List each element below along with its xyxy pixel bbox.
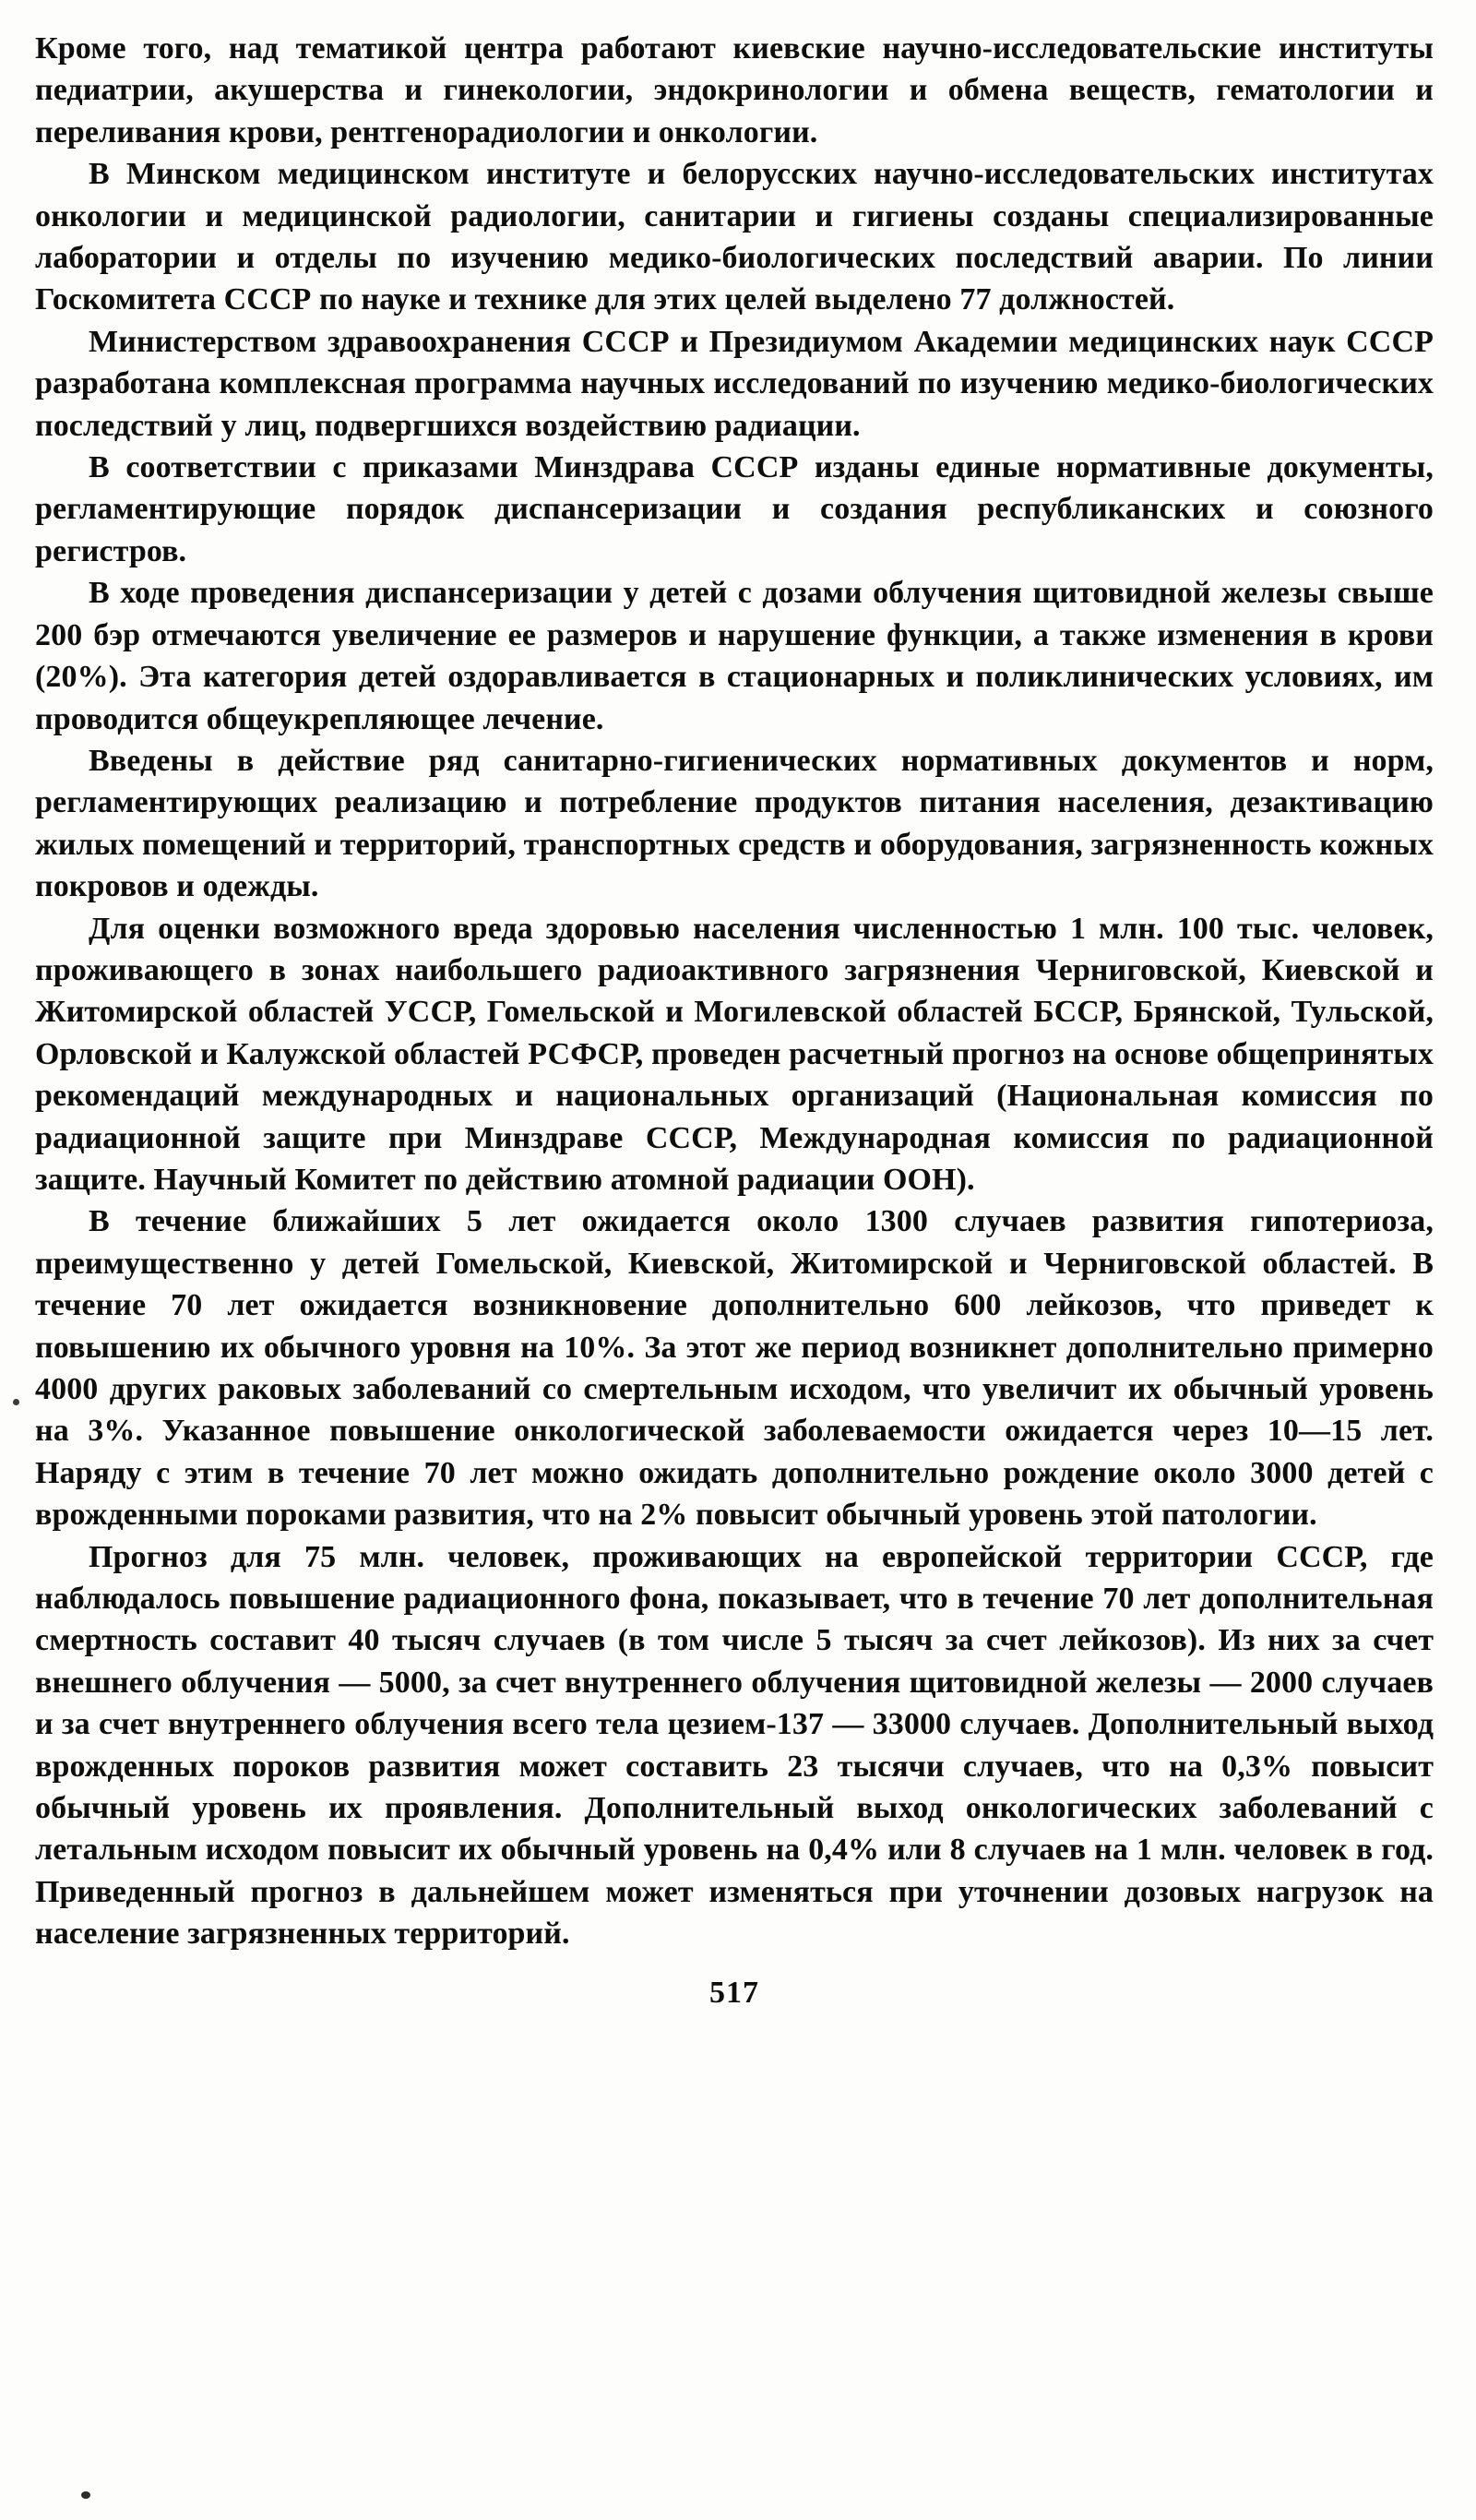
paragraph: В ходе проведения диспансеризации у детей с дозами облучения щитовидной железы свыше 200 бэр отмечаются увеличение ее размеров и нарушение функции, а также изменения в крови (20%). Эта категория детей оздоравливается в стационарных и поликлинических условиях, им проводится общеукрепляющее лечение. xyxy=(35,576,1434,736)
paragraph: Для оценки возможного вреда здоровью населения численностью 1 млн. 100 тыс. человек, проживающего в зонах наибольшего радиоактивного загрязнения Черниговской, Киевской и Житомирской областей УССР, Гомельской и Могилевской областей БССР, Брянской, Тульской, Орловской и Калужской областей РСФСР, проведен расчетный прогноз на основе общепринятых рекомендаций международных и национальных организаций (Национальная комиссия по радиационной защите при Минздраве СССР, Международная комиссия по радиационной защите. Научный Комитет по действию атомной радиации ООН). xyxy=(35,911,1434,1197)
body-text xyxy=(35,28,1434,1955)
paragraph: В соответствии с приказами Минздрава СССР изданы единые нормативные документы, регламентирующие порядок диспансеризации и создания республиканских и союзного регистров. xyxy=(35,450,1434,568)
paragraph: Введены в действие ряд санитарно-гигиенических нормативных документов и норм, регламентирующих реализацию и потребление продуктов питания населения, дезактивацию жилых помещений и территорий, транспортных средств и оборудования, загрязненность кожных покровов и одежды. xyxy=(35,743,1434,904)
page-number: 517 xyxy=(709,1975,759,2010)
paragraph: Прогноз для 75 млн. человек, проживающих на европейской территории СССР, где наблюдалось повышение радиационного фона, показывает, что в течение 70 лет дополнительная смертность составит 40 тысяч случаев (в том числе 5 тысяч за счет лейкозов). Из них за счет внешнего облучения — 5000, за счет внутреннего облучения щитовидной железы — 2000 случаев и за счет внутреннего облучения всего тела цезием-137 — 33000 случаев. Дополнительный выход врожденных пороков развития может составить 23 тысячи случаев, что на 0,3% повысит обычный уровень их проявления. Дополнительный выход онкологических заболеваний с летальным исходом повысит их обычный уровень на 0,4% или 8 случаев на 1 млн. человек в год. Приведенный прогноз в дальнейшем может изменяться при уточнении дозовых нагрузок на население загрязненных территорий. xyxy=(35,1539,1434,1952)
paragraph: В Минском медицинском институте и белорусских научно-исследовательских институтах онкологии и медицинской радиологии, санитарии и гигиены созданы специализированные лаборатории и отделы по изучению медико-биологических последствий аварии. По линии Госкомитета СССР по науке и технике для этих целей выделено 77 должностей. xyxy=(35,157,1434,317)
paragraph: Кроме того, над тематикой центра работают киевские научно-исследовательские институты педиатрии, акушерства и гинекологии, эндокринологии и обмена веществ, гематологии и переливания крови, рентгенорадиологии и онкологии. xyxy=(35,31,1434,149)
scan-artifact-dot xyxy=(13,1399,19,1405)
scan-artifact-speck xyxy=(81,2491,90,2499)
paragraph: Министерством здравоохранения СССР и Президиумом Академии медицинских наук СССР разработана комплексная программа научных исследований по изучению медико-биологических последствий у лиц, подвергшихся воздействию радиации. xyxy=(35,324,1434,443)
paragraph: В течение ближайших 5 лет ожидается около 1300 случаев развития гипотериоза, преимущественно у детей Гомельской, Киевской, Житомирской и Черниговской областей. В течение 70 лет ожидается возникновение дополнительно 600 лейкозов, что приведет к повышению их обычного уровня на 10%. За этот же период возникнет дополнительно примерно 4000 других раковых заболеваний со смертельным исходом, что увеличит их обычный уровень на 3%. Указанное повышение онкологической заболеваемости ожидается через 10—15 лет. Наряду с этим в течение 70 лет можно ожидать дополнительно рождение около 3000 детей с врожденными пороками развития, что на 2% повысит обычный уровень этой патологии. xyxy=(35,1204,1434,1533)
